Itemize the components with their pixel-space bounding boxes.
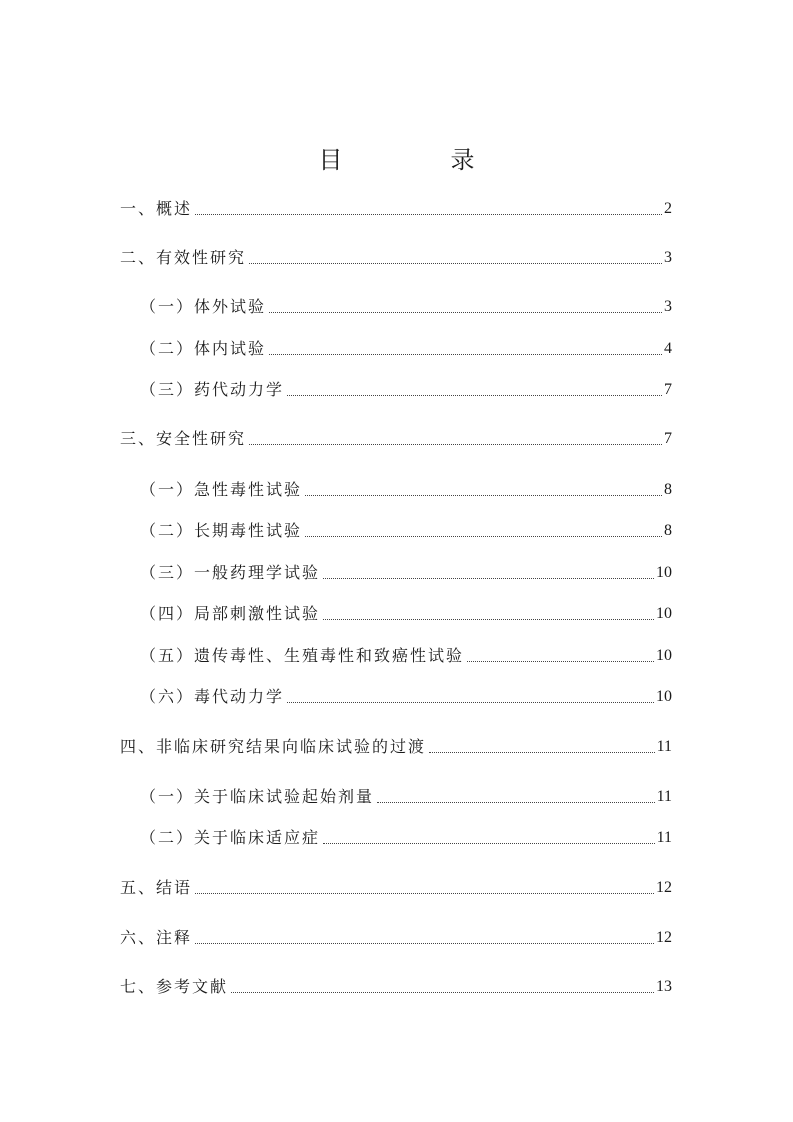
toc-entry-label: （一）体外试验 <box>140 297 267 316</box>
toc-entry-page: 3 <box>664 249 672 266</box>
toc-entry[interactable] <box>140 519 672 543</box>
toc-leader-dots <box>195 892 654 894</box>
toc-entry[interactable] <box>140 644 672 668</box>
toc-entry-page: 11 <box>656 738 672 755</box>
toc-entry-page: 2 <box>664 200 672 217</box>
toc-entry[interactable] <box>120 926 672 950</box>
toc-entry-label: （四）局部刺激性试验 <box>140 604 321 623</box>
toc-leader-dots <box>231 991 654 993</box>
toc-entry-page: 3 <box>664 298 672 315</box>
toc-entry-page: 11 <box>656 829 672 846</box>
toc-entry-page: 10 <box>656 605 672 622</box>
toc-entry-label: 五、结语 <box>120 878 193 897</box>
toc-entry-page: 11 <box>656 788 672 805</box>
toc-leader-dots <box>287 394 662 396</box>
toc-title: 目 录 <box>318 146 517 174</box>
toc-entry-page: 13 <box>656 978 672 995</box>
toc-entry-label: 一、概述 <box>120 199 193 218</box>
toc-entry-page: 10 <box>656 688 672 705</box>
toc-entry[interactable] <box>140 295 672 319</box>
toc-entry-label: （二）关于临床适应症 <box>140 828 321 847</box>
toc-leader-dots <box>249 443 662 445</box>
toc-entry[interactable] <box>120 246 672 270</box>
toc-entry-label: （三）一般药理学试验 <box>140 563 321 582</box>
toc-leader-dots <box>377 801 655 803</box>
toc-entry-label: 六、注释 <box>120 928 193 947</box>
toc-entry-label: （三）药代动力学 <box>140 380 285 399</box>
toc-entry[interactable] <box>140 561 672 585</box>
toc-entry-label: 四、非临床研究结果向临床试验的过渡 <box>120 737 427 756</box>
toc-leader-dots <box>429 751 655 753</box>
toc-leader-dots <box>323 618 654 620</box>
toc-entry[interactable] <box>120 735 672 759</box>
toc-leader-dots <box>305 494 662 496</box>
toc-leader-dots <box>195 213 662 215</box>
toc-entry[interactable] <box>140 337 672 361</box>
toc-entry-label: （二）长期毒性试验 <box>140 521 303 540</box>
toc-entry-page: 8 <box>664 522 672 539</box>
toc-entry[interactable] <box>140 785 672 809</box>
toc-leader-dots <box>269 353 662 355</box>
toc-entry-label: （五）遗传毒性、生殖毒性和致癌性试验 <box>140 646 465 665</box>
toc-entry-page: 10 <box>656 647 672 664</box>
toc-entry[interactable] <box>140 602 672 626</box>
toc-entry[interactable] <box>140 685 672 709</box>
toc-entry[interactable] <box>120 876 672 900</box>
toc-entry[interactable] <box>120 197 672 221</box>
toc-leader-dots <box>287 701 654 703</box>
toc-entry-label: （二）体内试验 <box>140 339 267 358</box>
toc-leader-dots <box>269 311 662 313</box>
toc-leader-dots <box>323 577 654 579</box>
toc-entry[interactable] <box>120 975 672 999</box>
toc-entry-page: 10 <box>656 564 672 581</box>
toc-leader-dots <box>195 942 654 944</box>
toc-entry-page: 7 <box>664 430 672 447</box>
toc-entry-label: （六）毒代动力学 <box>140 687 285 706</box>
toc-entry-label: 二、有效性研究 <box>120 248 247 267</box>
toc-entry[interactable] <box>140 826 672 850</box>
toc-leader-dots <box>323 842 655 844</box>
toc-entry[interactable] <box>140 478 672 502</box>
toc-entry-page: 12 <box>656 929 672 946</box>
toc-leader-dots <box>305 535 662 537</box>
toc-entry-page: 7 <box>664 381 672 398</box>
toc-entry[interactable] <box>120 427 672 451</box>
toc-leader-dots <box>467 660 654 662</box>
toc-entry-page: 12 <box>656 879 672 896</box>
toc-entry-label: （一）关于临床试验起始剂量 <box>140 787 375 806</box>
toc-entry-page: 4 <box>664 340 672 357</box>
toc-entry-label: （一）急性毒性试验 <box>140 480 303 499</box>
toc-entry-page: 8 <box>664 481 672 498</box>
toc-entry[interactable] <box>140 378 672 402</box>
toc-leader-dots <box>249 262 662 264</box>
toc-entry-label: 三、安全性研究 <box>120 429 247 448</box>
toc-entry-label: 七、参考文献 <box>120 977 229 996</box>
